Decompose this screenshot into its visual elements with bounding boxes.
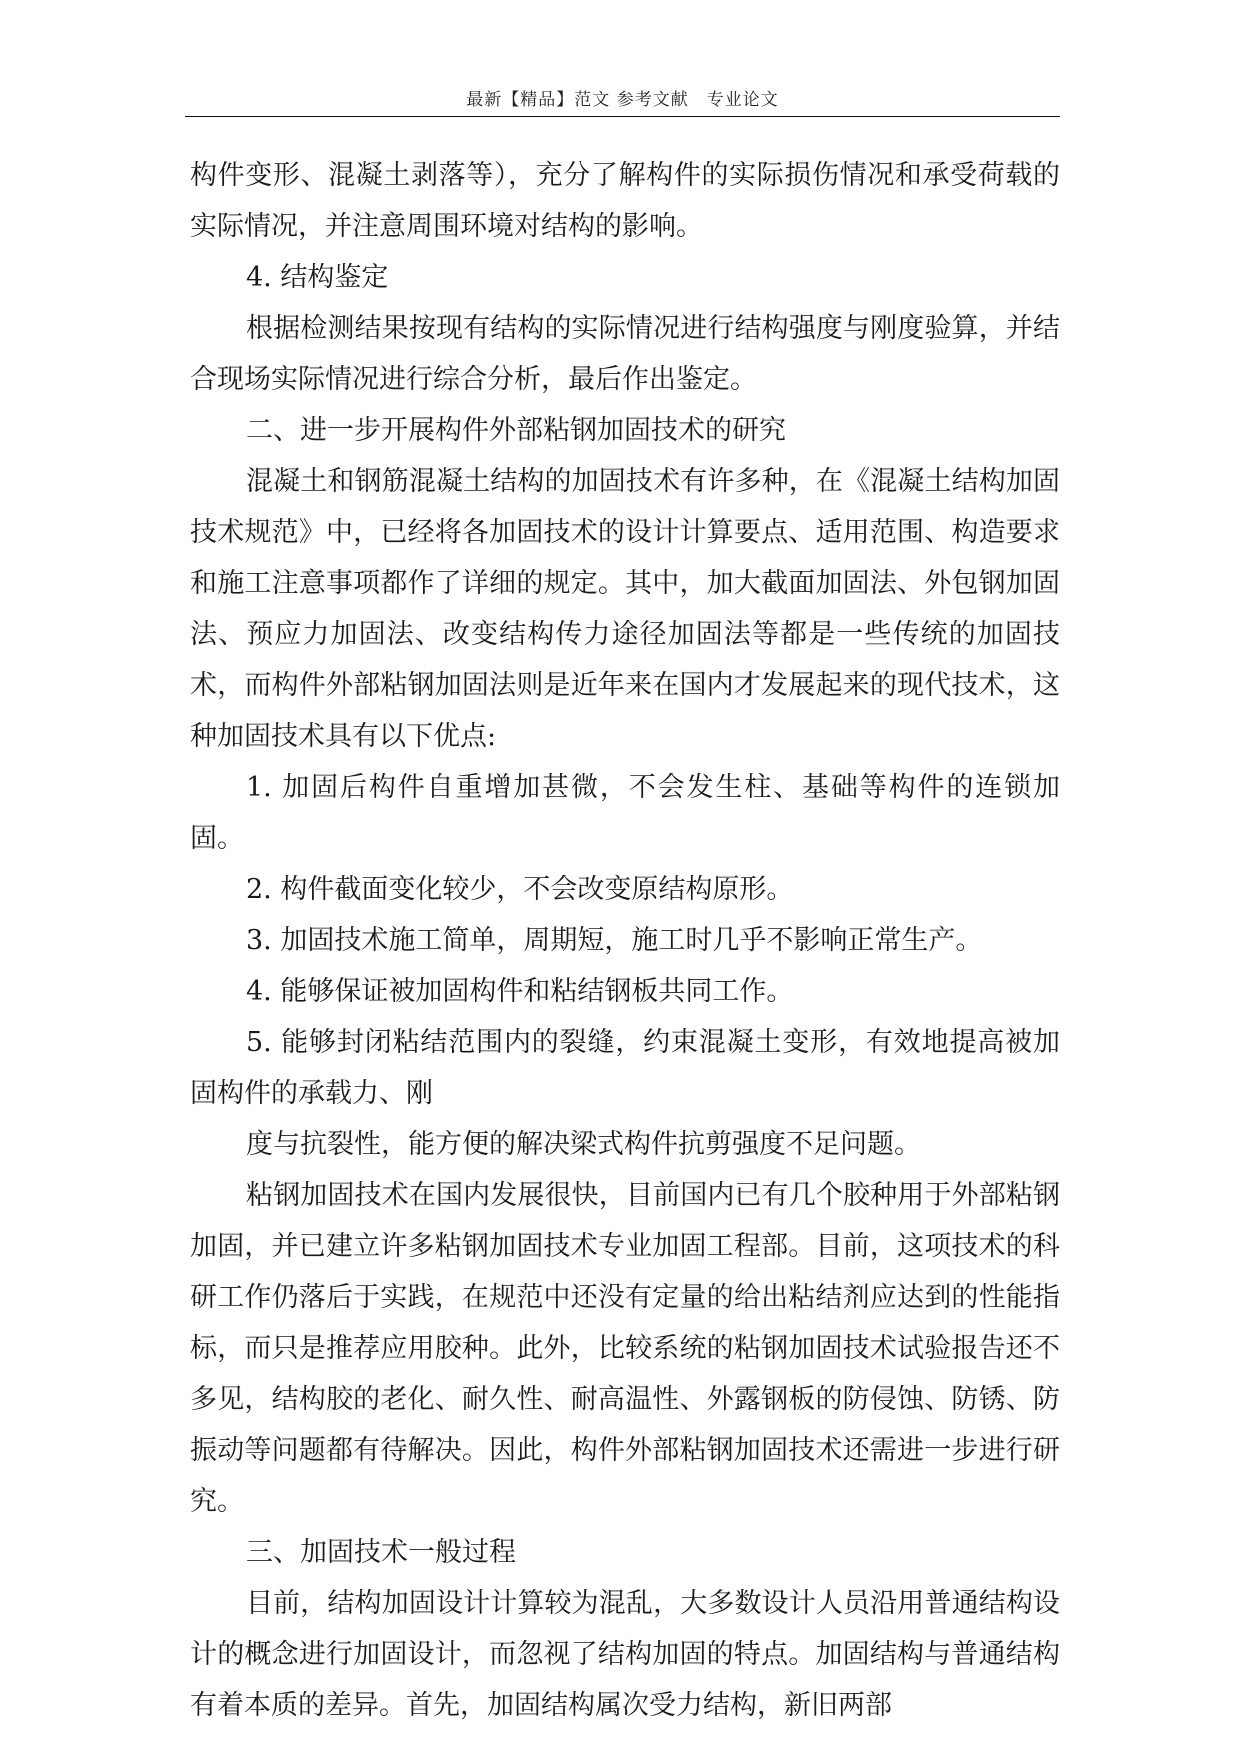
list-item-2: 2. 构件截面变化较少，不会改变原结构原形。 [246, 874, 794, 905]
paragraph-3: 根据检测结果按现有结构的实际情况进行结构强度与刚度验算，并结合现场实际情况进行综合分析，最后作出鉴定。 [190, 313, 1060, 395]
list-item-3: 3. 加固技术施工简单，周期短，施工时几乎不影响正常生产。 [246, 925, 983, 956]
list-item-4: 4. 能够保证被加固构件和粘结钢板共同工作。 [246, 976, 794, 1007]
section-heading-structural-appraisal: 4. 结构鉴定 [246, 262, 389, 293]
list-item-5-continued: 度与抗裂性，能方便的解决梁式构件抗剪强度不足问题。 [246, 1129, 921, 1160]
section-heading-two: 二、进一步开展构件外部粘钢加固技术的研究 [246, 415, 786, 446]
document-body [190, 150, 1060, 1731]
paragraph-1: 构件变形、混凝土剥落等），充分了解构件的实际损伤情况和承受荷载的实际情况，并注意周围环境对结构的影响。 [190, 160, 1060, 242]
header-divider [185, 116, 1060, 117]
list-item-5: 5. 能够封闭粘结范围内的裂缝，约束混凝土变形，有效地提高被加固构件的承载力、刚 [190, 1027, 1060, 1109]
paragraph-12: 粘钢加固技术在国内发展很快，目前国内已有几个胶种用于外部粘钢加固，并已建立许多粘钢加固技术专业加固工程部。目前，这项技术的科研工作仍落后于实践，在规范中还没有定量的给出粘结剂应达到的性能指标，而只是推荐应用胶种。此外，比较系统的粘钢加固技术试验报告还不多见，结构胶的老化、耐久性、耐高温性、外露钢板的防侵蚀、防锈、防振动等问题都有待解决。因此，构件外部粘钢加固技术还需进一步进行研究。 [190, 1180, 1060, 1517]
list-item-1: 1. 加固后构件自重增加甚微，不会发生柱、基础等构件的连锁加固。 [190, 772, 1060, 854]
page-header: 最新【精品】范文 参考文献 专业论文 [466, 90, 779, 110]
paragraph-5: 混凝土和钢筋混凝土结构的加固技术有许多种，在《混凝土结构加固技术规范》中，已经将各加固技术的设计计算要点、适用范围、构造要求和施工注意事项都作了详细的规定。其中，加大截面加固法、外包钢加固法、预应力加固法、改变结构传力途径加固法等都是一些传统的加固技术，而构件外部粘钢加固法则是近年来在国内才发展起来的现代技术，这种加固技术具有以下优点: [190, 466, 1060, 752]
section-heading-three: 三、加固技术一般过程 [246, 1537, 516, 1568]
paragraph-14: 目前，结构加固设计计算较为混乱，大多数设计人员沿用普通结构设计的概念进行加固设计，而忽视了结构加固的特点。加固结构与普通结构有着本质的差异。首先，加固结构属次受力结构，新旧两部 [190, 1588, 1060, 1721]
